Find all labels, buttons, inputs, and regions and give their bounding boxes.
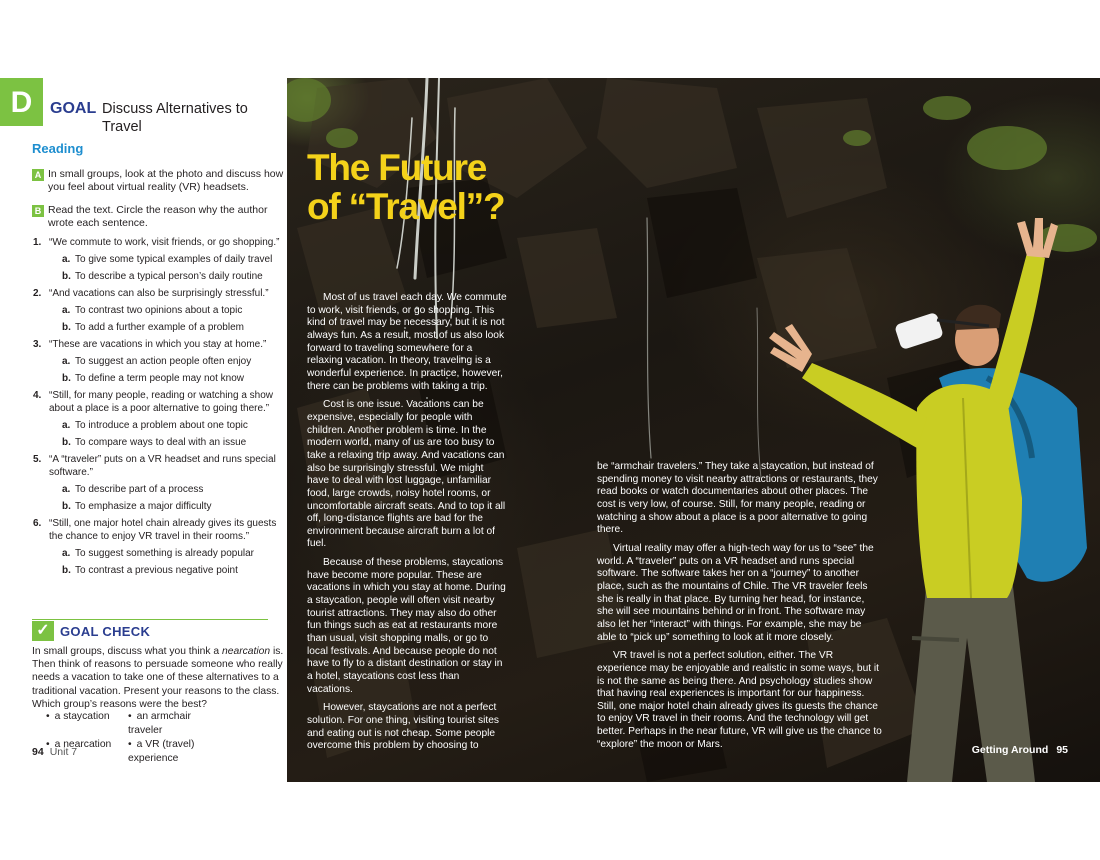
option-text: To compare ways to deal with an issue — [75, 437, 247, 448]
question-item — [32, 517, 284, 577]
article-title — [307, 148, 607, 226]
option-text: To describe a typical person’s daily routine — [75, 271, 263, 282]
option-letter: a. — [62, 484, 71, 495]
answer-option[interactable] — [32, 436, 284, 449]
activity-b-letter: B — [32, 205, 44, 217]
activity-a-letter: A — [32, 169, 44, 181]
question-item — [32, 287, 284, 334]
option-letter: a. — [62, 548, 71, 559]
goal-check-text-after: is. Then think of reasons to persuade someone who really needs a vacation to take one of these alternatives to a traditional vacation. Present your reasons to the class. Which group’s reasons were the best? — [32, 646, 284, 710]
option-letter: b. — [62, 565, 71, 576]
answer-option[interactable] — [32, 372, 284, 385]
answer-option[interactable] — [32, 547, 284, 560]
goal-check-option: • a staycation — [46, 710, 128, 738]
answer-option[interactable] — [32, 483, 284, 496]
option-letter: b. — [62, 322, 71, 333]
article-column-1 — [307, 292, 507, 759]
question-text: “These are vacations in which you stay at home.” — [49, 339, 267, 350]
question-number: 3. — [33, 339, 42, 350]
goal-check-options — [46, 710, 276, 766]
answer-option[interactable] — [32, 253, 284, 266]
article-paragraph: However, staycations are not a perfect solution. For one thing, visiting tourist sites and eating out is not cheap. Some people overcome this problem by choosing to — [307, 702, 499, 752]
activity-b-text: Read the text. Circle the reason why the author wrote each sentence. — [48, 204, 268, 229]
reading-heading: Reading — [32, 141, 84, 156]
option-letter: a. — [62, 356, 71, 367]
goal-check-text-before: In small groups, discuss what you think a — [32, 646, 223, 657]
option-text: To introduce a problem about one topic — [75, 420, 248, 431]
goal-check-option: • an armchair traveler — [128, 710, 210, 738]
goal-check-label: GOAL CHECK — [60, 624, 151, 639]
answer-option[interactable] — [32, 270, 284, 283]
question-text: “We commute to work, visit friends, or go shopping.” — [49, 237, 280, 248]
chapter-label: Getting Around — [971, 744, 1049, 756]
article-paragraph: VR travel is not a perfect solution, either. The VR experience may be enjoyable and realistic in some ways, but it is not the same as being there. And psychology studies show that having real experiences is important for our happiness. Still, one major hotel chain already gives its guests the chance to enjoy VR travel in their rooms. And the technology will get better. Perhaps in the near future, VR will give us the chance to “explore” the moon or Mars. — [597, 650, 882, 750]
option-text: To contrast two opinions about a topic — [75, 305, 243, 316]
checkmark-icon: ✓ — [32, 621, 54, 641]
right-page-number: 95 — [1056, 744, 1068, 756]
section-letter-tab: D — [0, 78, 43, 126]
option-text: To define a term people may not know — [75, 373, 244, 384]
question-list — [32, 236, 284, 581]
left-page — [0, 78, 287, 782]
question-number: 5. — [33, 454, 42, 465]
answer-option[interactable] — [32, 419, 284, 432]
article-paragraph: be “armchair travelers.” They take a staycation, but instead of spending money to visit nearby attractions or restaurants, they read books or watch documentaries about other places. The cost is very low, of course. Still, for many people, reading or watching a show about a place is a poor alternative to going there. — [597, 461, 878, 536]
unit-label: Unit 7 — [49, 746, 78, 758]
photo-panel — [287, 78, 1100, 782]
goal-title: Discuss Alternatives to Travel — [102, 101, 248, 135]
question-text: “Still, one major hotel chain already gives its guests the chance to enjoy VR travel in their rooms.” — [49, 518, 277, 542]
answer-option[interactable] — [32, 321, 284, 334]
answer-option[interactable] — [32, 355, 284, 368]
article-paragraph: Cost is one issue. Vacations can be expensive, especially for people with children. Another problem is time. In the modern world, many of us are too busy to take a relaxing trip away. And vacations can also be surprisingly stressful. We might have to deal with lost luggage, unfamiliar food, large crowds, noisy hotel rooms, or uncomfortable aircraft seats. And to top it all off, long-distance flights are bad for the environment because aircraft burn a lot of fuel. — [307, 399, 506, 550]
article-title-line1: The Future — [307, 147, 487, 188]
option-letter: b. — [62, 373, 71, 384]
option-text: To describe part of a process — [75, 484, 204, 495]
goal-check-text — [32, 645, 284, 711]
activity-a — [32, 168, 284, 194]
question-text: “Still, for many people, reading or watching a show about a place is a poor alternative to going there.” — [49, 390, 274, 414]
option-letter: b. — [62, 437, 71, 448]
question-item — [32, 236, 284, 283]
option-text: To give some typical examples of daily travel — [75, 254, 273, 265]
option-letter: b. — [62, 501, 71, 512]
activity-b — [32, 204, 284, 230]
question-text: “And vacations can also be surprisingly stressful.” — [49, 288, 269, 299]
article-paragraph: Virtual reality may offer a high-tech way for us to “see” the world. A “traveler” puts on a VR headset and runs special software. The software takes her on a “journey” to another place, such as the mountains of Chile. The VR traveler feels she is really in that place. By turning her head, for instance, she will see mountains behind or in front. The software may also let her “interact” with things. For example, she may be able to “pick up” something to look at it more closely. — [597, 542, 874, 643]
article-title-line2: of “Travel”? — [307, 186, 505, 227]
activity-a-text: In small groups, look at the photo and discuss how you feel about virtual reality (VR) headsets. — [48, 168, 284, 193]
right-page-folio — [972, 744, 1068, 756]
option-text: To add a further example of a problem — [75, 322, 244, 333]
option-text: To contrast a previous negative point — [75, 565, 238, 576]
question-item — [32, 453, 284, 513]
question-number: 4. — [33, 390, 42, 401]
answer-option[interactable] — [32, 564, 284, 577]
goal-check-option: • a VR (travel) experience — [128, 738, 210, 766]
question-text: “A “traveler” puts on a VR headset and runs special software.” — [49, 454, 276, 478]
question-item — [32, 389, 284, 449]
left-page-folio — [32, 746, 77, 758]
question-item — [32, 338, 284, 385]
option-letter: b. — [62, 271, 71, 282]
answer-option[interactable] — [32, 304, 284, 317]
question-number: 1. — [33, 237, 42, 248]
article-column-2 — [597, 461, 883, 757]
goal-label: GOAL — [50, 100, 97, 117]
answer-option[interactable] — [32, 500, 284, 513]
option-text: To suggest an action people often enjoy — [75, 356, 252, 367]
question-number: 2. — [33, 288, 42, 299]
goal-check-text-emphasis: nearcation — [222, 646, 271, 657]
goal-check-option: • a nearcation — [46, 738, 128, 766]
goal-check-divider — [32, 619, 268, 620]
option-letter: a. — [62, 420, 71, 431]
article-paragraph: Most of us travel each day. We commute to work, visit friends, or go shopping. This kind of travel may be necessary, but it is not always fun. As a result, most of us also look forward to traveling somewhere for a relaxing vacation. In theory, traveling is a wonderful experience. In practice, however, there can be problems with taking a trip. — [307, 292, 507, 392]
option-text: To suggest something is already popular — [75, 548, 254, 559]
question-number: 6. — [33, 518, 42, 529]
article-paragraph: Because of these problems, staycations have become more popular. These are vacations in which you stay at home. During a staycation, people will often visit nearby tourist attractions. They may also do other fun things such as eat at restaurants more than usual, visit shopping malls, or go to local festivals. And because people do not have to fly to a distant destination or stay in a hotel, staycations cost less than vacations. — [307, 557, 506, 695]
option-letter: a. — [62, 254, 71, 265]
left-page-number: 94 — [32, 746, 44, 758]
option-text: To emphasize a major difficulty — [75, 501, 212, 512]
option-letter: a. — [62, 305, 71, 316]
